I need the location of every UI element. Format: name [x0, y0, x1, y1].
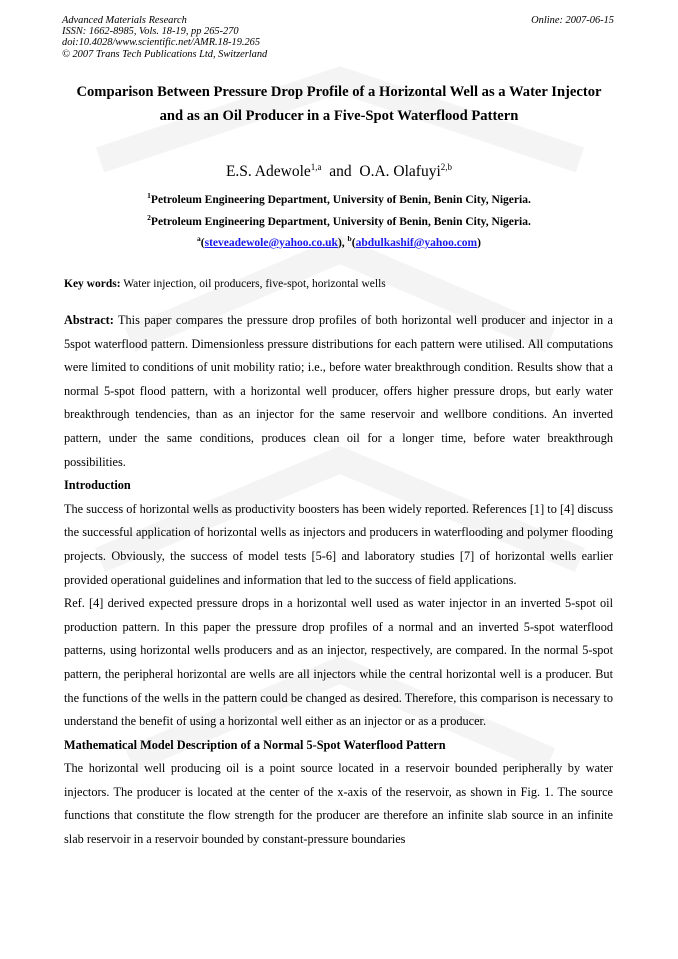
email-a-sup: a: [197, 234, 201, 243]
journal-issn: ISSN: 1662-8985, Vols. 18-19, pp 265-270: [62, 26, 239, 38]
journal-header: [62, 15, 267, 60]
affiliation-2-sup: 2: [147, 213, 151, 222]
affiliation-1-text: Petroleum Engineering Department, University of Benin, Benin City, Nigeria.: [150, 193, 531, 206]
introduction-paragraph-2: Ref. [4] derived expected pressure drops in a horizontal well used as water injector in an inverted 5-spot oil production pattern. In this paper the pressure drop profiles of a normal and an inverted 5-spot waterflood patterns, using horizontal wells producers and as an injector, respectively, are compared. In the normal 5-spot pattern, the peripheral horizontal are wells are all injectors while the central horizontal well is a producer. But the functions of the wells in the pattern could be changed as desired. Therefore, this comparison is necessary to understand the benefit of using a horizontal well either as an injector or as a producer.: [64, 596, 613, 729]
journal-doi: doi:10.4028/www.scientific.net/AMR.18-19.265: [62, 37, 261, 49]
introduction-heading: Introduction: [64, 478, 131, 493]
keywords-text: Water injection, oil producers, five-spot, horizontal wells: [123, 278, 386, 290]
author-1: E.S. Adewole: [225, 163, 311, 181]
body-content: [64, 309, 613, 852]
online-date: Online: 2007-06-15: [531, 15, 614, 26]
email-link-a[interactable]: steveadewole@yahoo.co.uk: [204, 236, 338, 249]
author-2-sup: 2,b: [440, 162, 453, 172]
journal-copyright: © 2007 Trans Tech Publications Ltd, Switzerland: [62, 48, 268, 60]
affiliation-1: [0, 191, 678, 206]
author-1-sup: 1,a: [310, 162, 322, 172]
keywords: [64, 278, 386, 290]
model-heading: Mathematical Model Description of a Normal 5-Spot Waterflood Pattern: [64, 737, 446, 752]
author-2: O.A. Olafuyi: [359, 163, 441, 181]
affiliation-2-text: Petroleum Engineering Department, University of Benin, Benin City, Nigeria.: [150, 215, 531, 228]
abstract-text: This paper compares the pressure drop profiles of both horizontal well producer and injector in a 5spot waterflood pattern. Dimensionless pressure distributions for each pattern were utilised. All computations were limited to conditions of unit mobility ratio; i.e., before water breakthrough condition. Results show that a normal 5-spot flood pattern, with a horizontal well producer, offers higher pressure drops, but early water breakthrough tendencies, than as an injector for the same reservoir and wellbore conditions. An inverted pattern, under the same conditions, produces clean oil for a longer time, before water breakthrough possibilities.: [64, 313, 613, 469]
author-line: [0, 162, 678, 181]
email-link-b[interactable]: abdulkashif@yahoo.com: [355, 236, 478, 249]
affiliation-1-sup: 1: [147, 191, 151, 200]
model-paragraph-1: The horizontal well producing oil is a point source located in a reservoir bounded peripherally by water injectors. The producer is located at the center of the x-axis of the reservoir, as shown in Fig. 1. The source functions that constitute the flow strength for the producer are therefore an infinite slab source in an infinite slab reservoir in a reservoir bounded by constant-pressure boundaries: [64, 761, 613, 847]
email-b-sup: b: [347, 234, 352, 243]
journal-name: Advanced Materials Research: [62, 15, 187, 26]
keywords-label: Key words:: [64, 278, 121, 290]
abstract-paragraph: [64, 309, 613, 474]
email-line: $^a$(steveadewole@yahoo.co.uk), $^b$(abdulkashif@yahoo.com): [197, 234, 481, 249]
introduction-paragraph-1: The success of horizontal wells as productivity boosters has been widely reported. References [1] to [4] discuss the successful application of horizontal wells as injectors and producers in waterflooding and polymer flooding projects. Obviously, the success of model tests [5-6] and laboratory studies [7] of horizontal wells earlier provided operational guidelines and information that led to the success of field applications.: [64, 501, 613, 587]
paper-title: Comparison Between Pressure Drop Profile of a Horizontal Well as a Water Injector and as an Oil Producer in a Five-Spot Waterflood Pattern: [76, 84, 602, 124]
abstract-label: Abstract:: [64, 313, 114, 327]
author-and: and: [329, 163, 352, 181]
affiliation-2: [0, 213, 678, 228]
